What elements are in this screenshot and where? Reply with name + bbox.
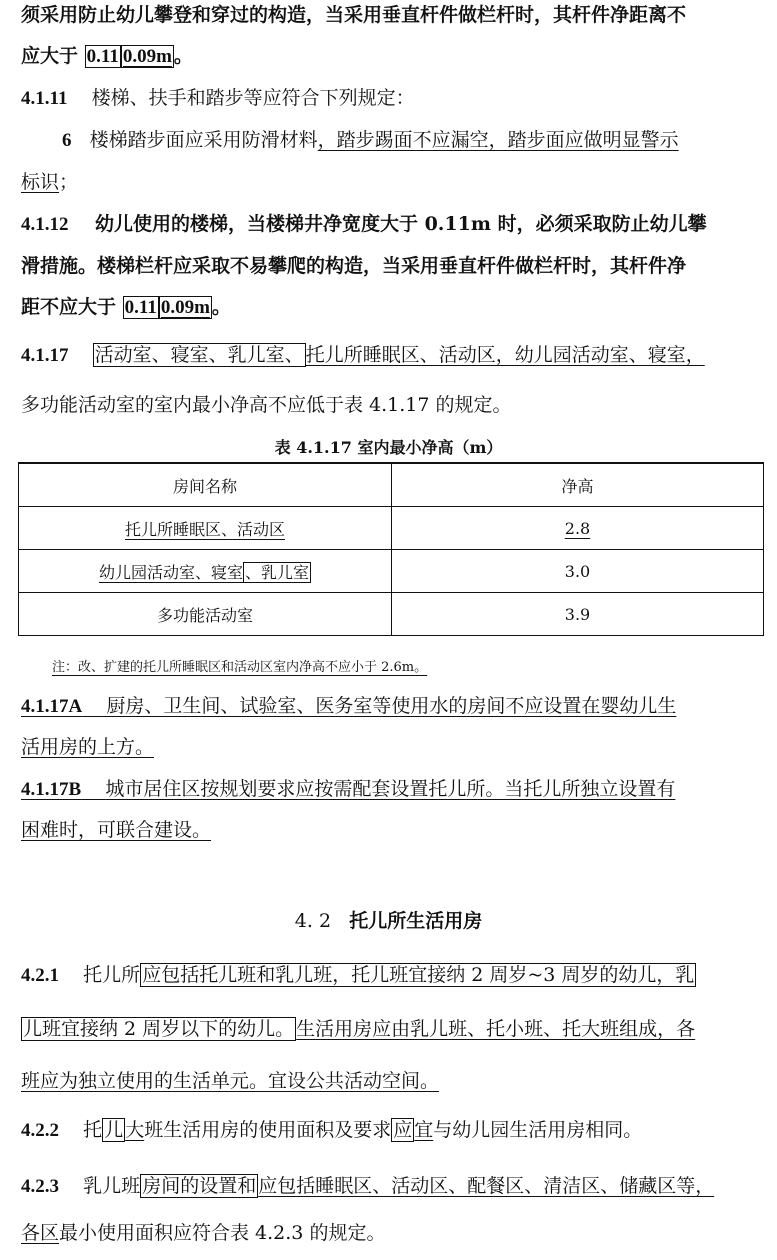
section-title: 托儿所生活用房: [349, 910, 483, 932]
inserted-text: 托儿所睡眠区、活动区，幼儿园活动室、寝室，: [305, 344, 705, 366]
clause-4-2-2: [21, 1121, 642, 1140]
inserted-text: 2.8: [564, 518, 591, 538]
text-span: 托儿所: [83, 964, 141, 986]
clause-4-1-17: [21, 346, 705, 365]
deleted-text: 应: [393, 1119, 413, 1141]
inserted-text: 各区: [21, 1222, 60, 1244]
height-cell: 3.0: [392, 550, 764, 593]
text-line: 困难时，可联合建设。: [21, 819, 212, 841]
inserted-value: 0.09m: [122, 46, 172, 67]
height-cell: [392, 507, 764, 550]
text-span: 。: [211, 296, 231, 318]
clause-text: 幼儿使用的楼梯，当楼梯井净宽度大于 0.11m 时，必须采取防止幼儿攀: [94, 213, 707, 235]
inserted-text: 幼儿园活动室、寝室: [98, 562, 243, 582]
clause-number: 4.1.12: [21, 214, 69, 235]
text-span: 距不应大于: [21, 296, 117, 318]
text-span: 楼梯踏步面应采用防滑材料: [89, 129, 318, 151]
clause-number: 4.1.11: [21, 88, 68, 109]
clause-number: 4.1.17A: [21, 696, 83, 717]
text-line: 滑措施。楼梯栏杆应采取不易攀爬的构造，当采用垂直杆件做栏杆时，其杆件净: [21, 255, 687, 277]
item-number: 6: [62, 130, 72, 151]
text-line: 多功能活动室的室内最小净高不应低于表 4.1.17 的规定。: [21, 394, 512, 416]
table-note: 注：改、扩建的托儿所睡眠区和活动区室内净高不应小于 2.6m。: [52, 660, 428, 675]
table-caption: 表 4.1.17 室内最小净高（m）: [274, 438, 503, 457]
clause-text: 厨房、卫生间、试验室、医务室等使用水的房间不应设置在婴幼儿生: [106, 695, 677, 717]
text-line: 须采用防止幼儿攀登和穿过的构造，当采用垂直杆件做栏杆时，其杆件净距离不: [21, 4, 687, 26]
clause-4-1-12: [21, 215, 707, 234]
inserted-text: 宜: [414, 1119, 434, 1141]
text-line: [21, 173, 78, 192]
inserted-text: 大: [125, 1119, 145, 1141]
table-row: [19, 550, 764, 593]
table-header-row: [19, 463, 764, 507]
inserted-text: 生活用房应由乳儿班、托小班、托大班组成，各: [296, 1018, 696, 1040]
clause-4-1-17a: [21, 697, 676, 716]
inserted-text: 应包括睡眠区、活动区、配餐区、清洁区、储藏区等，: [258, 1175, 715, 1197]
text-span: 托: [83, 1119, 103, 1141]
section-number: 4. 2: [294, 910, 332, 932]
room-name-cell: [19, 550, 392, 593]
deleted-text: 、乳儿室: [245, 562, 310, 582]
header-room-name: 房间名称: [19, 463, 392, 507]
clause-4-2-1: [21, 966, 696, 985]
text-line: [21, 1224, 385, 1243]
text-line: [21, 47, 193, 66]
clause-number: 4.1.17B: [21, 779, 82, 800]
clause-4-1-11: [21, 89, 415, 108]
text-line: 活用房的上方。: [21, 736, 155, 758]
item-6: [62, 131, 679, 150]
clause-number: 4.2.1: [21, 965, 59, 986]
text-span: 班生活用房的使用面积及要求: [144, 1119, 392, 1141]
height-table: [18, 462, 764, 636]
section-heading: [0, 906, 777, 933]
inserted-text: 托儿所睡眠区、活动区: [124, 519, 285, 539]
clause-text: 楼梯、扶手和踏步等应符合下列规定：: [91, 87, 415, 109]
inserted-text: 标识: [21, 171, 60, 193]
text-line: [21, 298, 231, 317]
table-row: [19, 593, 764, 636]
room-name-cell: [19, 507, 392, 550]
deleted-text: 儿班宜接纳 2 周岁以下的幼儿。: [23, 1018, 295, 1040]
deleted-value: 0.11: [86, 46, 119, 67]
deleted-text: 应包括托儿班和乳儿班，托儿班宜接纳 2 周岁~3 周岁的幼儿，乳: [142, 964, 695, 986]
text-span: 最小使用面积应符合表 4.2.3 的规定。: [59, 1222, 386, 1244]
height-cell: 3.9: [392, 593, 764, 636]
clause-number: 4.2.3: [21, 1176, 59, 1197]
text-line: [21, 1020, 695, 1039]
deleted-text: 儿: [104, 1119, 124, 1141]
inserted-text: ，踏步踢面不应漏空，踏步面应做明显警示: [317, 129, 679, 151]
clause-number: 4.1.17: [21, 345, 69, 366]
deleted-text: 房间的设置和: [142, 1175, 257, 1197]
text-span: 乳儿班: [83, 1175, 141, 1197]
table-row: [19, 507, 764, 550]
text-span: 。: [173, 45, 193, 67]
deleted-text: 活动室、寝室、乳儿室、: [94, 344, 304, 366]
text-line: 班应为独立使用的生活单元。宜设公共活动空间。: [21, 1070, 440, 1092]
inserted-value: 0.09m: [160, 297, 210, 318]
clause-text: 城市居住区按规划要求应按需配套设置托儿所。当托儿所独立设置有: [105, 778, 676, 800]
header-clear-height: 净高: [392, 463, 764, 507]
clause-4-2-3: [21, 1177, 714, 1196]
text-span: ；: [59, 171, 79, 193]
clause-number: 4.2.2: [21, 1120, 59, 1141]
text-span: 与幼儿园生活用房相同。: [433, 1119, 643, 1141]
text-span: 应大于: [21, 45, 79, 67]
deleted-value: 0.11: [124, 297, 157, 318]
clause-4-1-17b: [21, 780, 675, 799]
room-name-cell: 多功能活动室: [19, 593, 392, 636]
